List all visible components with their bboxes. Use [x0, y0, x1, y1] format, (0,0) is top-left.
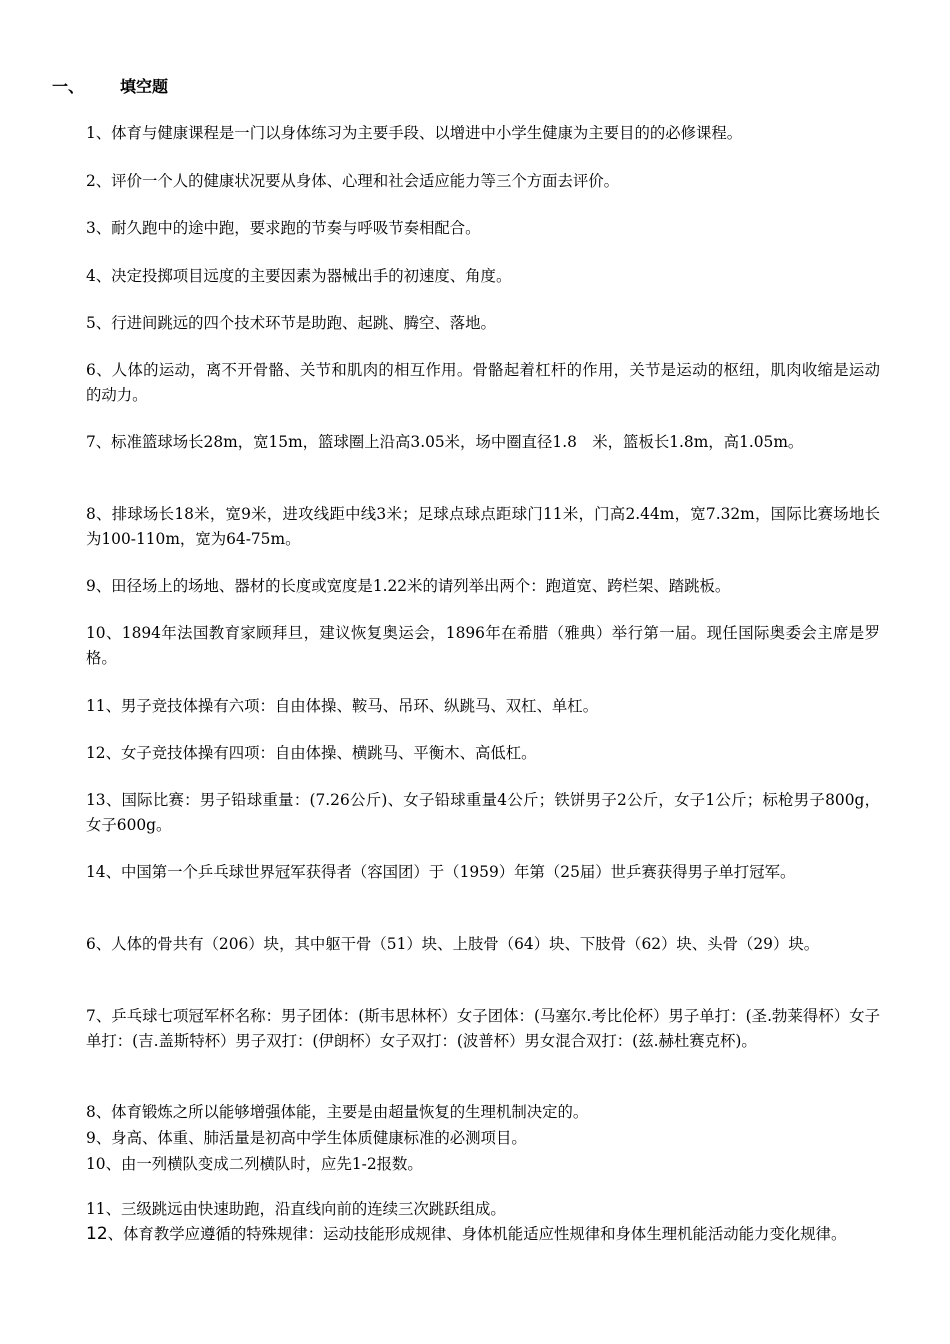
list-item: 12、女子竞技体操有四项：自由体操、横跳马、平衡木、高低杠。	[86, 744, 537, 762]
list-item: 9、身高、体重、肺活量是初高中学生体质健康标准的必测项目。	[86, 1129, 527, 1147]
list-item: 8、体育锻炼之所以能够增强体能，主要是由超量恢复的生理机制决定的。	[86, 1103, 589, 1121]
list-item: 6、人体的运动，离不开骨骼、关节和肌肉的相互作用。骨骼起着杠杆的作用，关节是运动的枢纽，肌肉收缩是运动的动力。	[86, 361, 880, 404]
list-item: 2、评价一个人的健康状况要从身体、心理和社会适应能力等三个方面去评价。	[86, 172, 620, 190]
list-item: 8、排球场长18米，宽9米，进攻线距中线3米；足球点球点距球门11米，门高2.44m，宽7.32m，国际比赛场地长为100-110m，宽为64-75m。	[86, 505, 880, 548]
list-item: 6、人体的骨共有（206）块，其中躯干骨（51）块、上肢骨（64）块、下肢骨（62）块、头骨（29）块。	[86, 935, 820, 953]
item-number: 12	[86, 1224, 108, 1244]
list-item: 10、由一列横队变成二列横队时，应先1-2报数。	[86, 1155, 423, 1173]
section-number: 一、	[52, 77, 85, 96]
list-item: 3、耐久跑中的途中跑，要求跑的节奏与呼吸节奏相配合。	[86, 219, 481, 237]
list-item: 11、三级跳远由快速助跑，沿直线向前的连续三次跳跃组成。	[86, 1200, 506, 1218]
item-text: 、体育教学应遵循的特殊规律：运动技能形成规律、身体机能适应性规律和身体生理机能活动能力变化规律。	[107, 1225, 847, 1243]
list-item: 11、男子竞技体操有六项：自由体操、鞍马、吊环、纵跳马、双杠、单杠。	[86, 697, 599, 715]
list-item: 4、决定投掷项目远度的主要因素为器械出手的初速度、角度。	[86, 267, 512, 285]
list-item: 1、体育与健康课程是一门以身体练习为主要手段、以增进中小学生健康为主要目的的必修课程。	[86, 124, 743, 142]
section-heading	[52, 76, 168, 98]
section-title: 填空题	[120, 77, 169, 96]
list-item: 14、中国第一个乒乓球世界冠军获得者（容国团）于（1959）年第（25届）世乒赛获得男子单打冠军。	[86, 863, 796, 881]
list-item: 5、行进间跳远的四个技术环节是助跑、起跳、腾空、落地。	[86, 314, 496, 332]
list-item	[86, 1222, 880, 1247]
list-item: 13、国际比赛：男子铅球重量：(7.26公斤)、女子铅球重量4公斤；铁饼男子2公斤，女子1公斤；标枪男子800g，女子600g。	[86, 791, 880, 834]
list-item: 10、1894年法国教育家顾拜旦，建议恢复奥运会，1896年在希腊（雅典）举行第一届。现任国际奥委会主席是罗格。	[86, 624, 880, 667]
list-item: 9、田径场上的场地、器材的长度或宽度是1.22米的请列举出两个：跑道宽、跨栏架、踏跳板。	[86, 577, 731, 595]
list-item: 7、标准篮球场长28m，宽15m，篮球圈上沿高3.05米，场中圈直径1.8 米，篮板长1.8m，高1.05m。	[86, 433, 804, 451]
list-item: 7、乒乓球七项冠军杯名称：男子团体：(斯韦思林杯）女子团体：(马塞尔.考比伦杯）男子单打：(圣.勃莱得杯）女子单打：(吉.盖斯特杯）男子双打：(伊朗杯）女子双打：(波普杯）男女混合双打：(兹.赫杜赛克杯)。	[86, 1007, 880, 1050]
